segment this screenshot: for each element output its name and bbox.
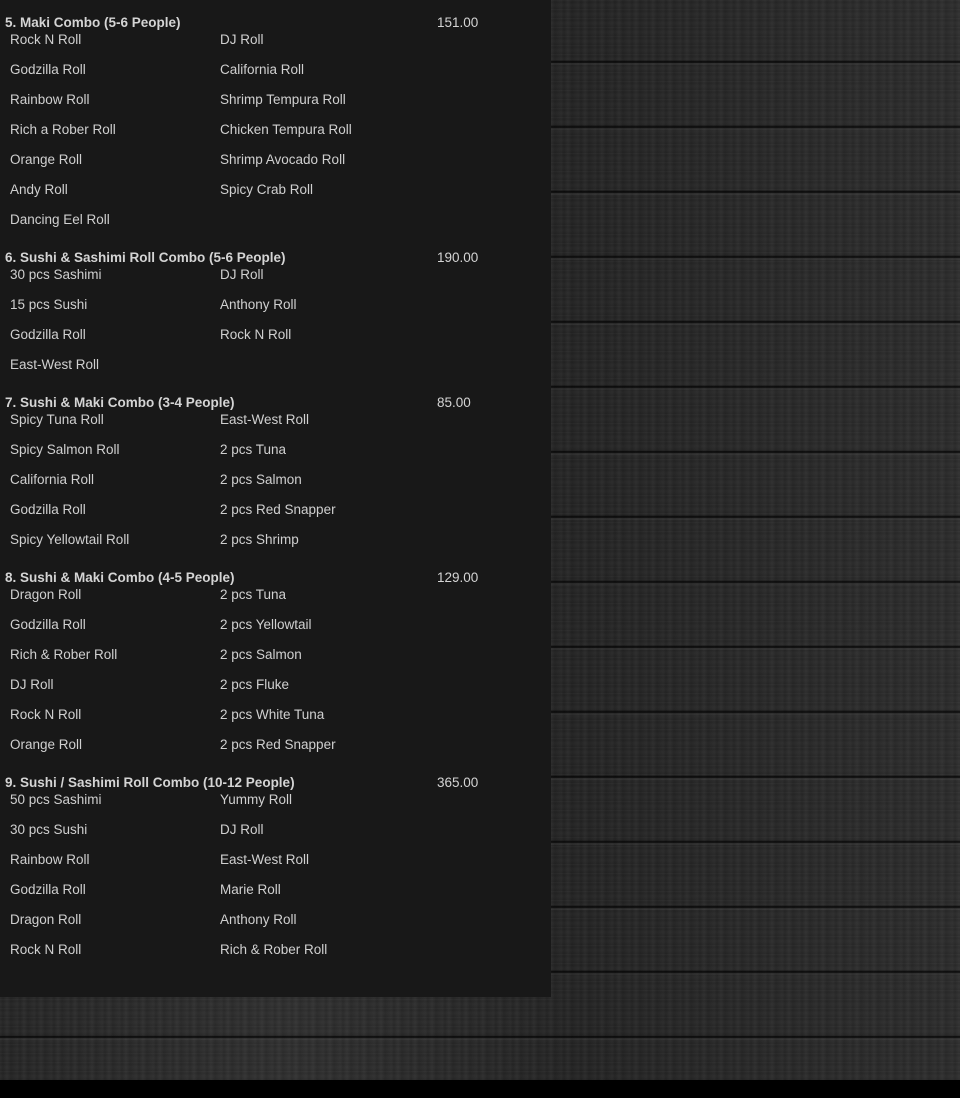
section-items	[0, 580, 551, 760]
menu-item: 2 pcs Red Snapper	[220, 502, 336, 517]
section-header	[0, 760, 551, 790]
menu-item: 2 pcs Fluke	[220, 677, 290, 692]
section-header	[0, 380, 551, 410]
menu-item: Marie Roll	[220, 882, 281, 897]
section-items	[0, 785, 551, 965]
section-items	[0, 25, 551, 235]
menu-item: 15 pcs Sushi	[10, 297, 88, 312]
menu-item: Rock N Roll	[10, 32, 82, 47]
menu-item: 30 pcs Sushi	[10, 822, 88, 837]
menu-item: Anthony Roll	[220, 912, 297, 927]
section-title: 9. Sushi / Sashimi Roll Combo (10-12 People)	[5, 775, 295, 790]
menu-item: Rich & Rober Roll	[10, 647, 118, 662]
menu-item: East-West Roll	[220, 852, 310, 867]
menu-item: Dragon Roll	[10, 912, 82, 927]
section-title: 6. Sushi & Sashimi Roll Combo (5-6 People)	[5, 250, 286, 265]
menu-item: Godzilla Roll	[10, 327, 86, 342]
menu-item: Godzilla Roll	[10, 617, 86, 632]
menu-item: 50 pcs Sashimi	[10, 792, 102, 807]
menu-item: Godzilla Roll	[10, 882, 86, 897]
bottom-bar	[0, 1080, 960, 1098]
section-header	[0, 0, 551, 30]
menu-item: 2 pcs Salmon	[220, 647, 302, 662]
section-items	[0, 260, 551, 380]
menu-item: 30 pcs Sashimi	[10, 267, 102, 282]
menu-item: Godzilla Roll	[10, 62, 86, 77]
menu-item: Anthony Roll	[220, 297, 297, 312]
menu-item: East-West Roll	[10, 357, 100, 372]
menu-item: 2 pcs Yellowtail	[220, 617, 312, 632]
menu-item: Dragon Roll	[10, 587, 82, 602]
menu-item: Orange Roll	[10, 152, 83, 167]
section-price: 365.00	[437, 775, 479, 790]
menu-item: Rainbow Roll	[10, 852, 90, 867]
menu-item: Chicken Tempura Roll	[220, 122, 352, 137]
menu-item: California Roll	[220, 62, 305, 77]
menu-item: Godzilla Roll	[10, 502, 86, 517]
menu-item: 2 pcs White Tuna	[220, 707, 325, 722]
section-title: 8. Sushi & Maki Combo (4-5 People)	[5, 570, 235, 585]
menu-item: 2 pcs Red Snapper	[220, 737, 336, 752]
menu-section	[0, 380, 551, 555]
section-title: 5. Maki Combo (5-6 People)	[5, 15, 181, 30]
menu-item	[220, 350, 430, 380]
menu-item: 2 pcs Tuna	[220, 442, 287, 457]
menu-item: East-West Roll	[220, 412, 310, 427]
menu-item: Shrimp Avocado Roll	[220, 152, 346, 167]
menu-item: Spicy Crab Roll	[220, 182, 314, 197]
section-price: 151.00	[437, 15, 479, 30]
section-price: 190.00	[437, 250, 479, 265]
menu-item: Spicy Salmon Roll	[10, 442, 120, 457]
section-items	[0, 405, 551, 555]
menu-item: Rock N Roll	[10, 942, 82, 957]
menu-item: Rainbow Roll	[10, 92, 90, 107]
menu-item: Rock N Roll	[10, 707, 82, 722]
section-title: 7. Sushi & Maki Combo (3-4 People)	[5, 395, 235, 410]
menu-item: 2 pcs Shrimp	[220, 532, 299, 547]
menu-item: Rock N Roll	[220, 327, 292, 342]
menu-item: Spicy Yellowtail Roll	[10, 532, 130, 547]
menu-section	[0, 235, 551, 380]
menu-item: Andy Roll	[10, 182, 68, 197]
menu-item: Rich a Rober Roll	[10, 122, 116, 137]
menu-section	[0, 555, 551, 760]
menu-item: Yummy Roll	[220, 792, 293, 807]
menu-item: DJ Roll	[220, 822, 264, 837]
menu-item: DJ Roll	[10, 677, 54, 692]
menu-item: Dancing Eel Roll	[10, 212, 110, 227]
menu-item: 2 pcs Salmon	[220, 472, 302, 487]
menu-item: Spicy Tuna Roll	[10, 412, 104, 427]
menu-item	[220, 205, 430, 235]
menu-item: DJ Roll	[220, 267, 264, 282]
menu-item: DJ Roll	[220, 32, 264, 47]
menu-item: Rich & Rober Roll	[220, 942, 328, 957]
section-price: 129.00	[437, 570, 479, 585]
menu-section	[0, 760, 551, 965]
section-header	[0, 555, 551, 585]
menu-item: California Roll	[10, 472, 95, 487]
section-price: 85.00	[437, 395, 471, 410]
menu-item: Orange Roll	[10, 737, 83, 752]
menu-item: Shrimp Tempura Roll	[220, 92, 346, 107]
menu-section	[0, 0, 551, 235]
section-header	[0, 235, 551, 265]
menu-item: 2 pcs Tuna	[220, 587, 287, 602]
